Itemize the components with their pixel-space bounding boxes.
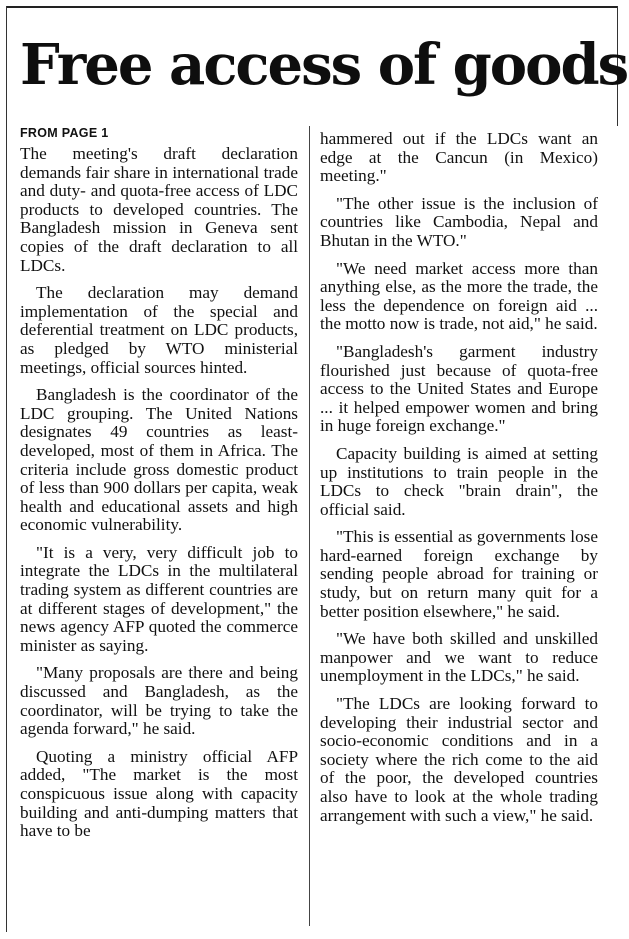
top-rule (6, 6, 617, 8)
article-column-right (320, 130, 598, 930)
paragraph: "We have both skilled and unskilled manpower and we want to reduce unemployment in the LDCs," he said. (320, 629, 598, 686)
paragraph: "Bangladesh's garment industry flourished just because of quota-free access to the United States and Europe ... it helped empower women and bring in huge foreign exchange." (320, 341, 598, 436)
left-rule (6, 6, 7, 932)
kicker: FROM PAGE 1 (20, 126, 109, 140)
paragraph: Quoting a ministry official AFP added, "The market is the most conspicuous issue along with capacity building and anti-dumping matters that have to be (20, 746, 298, 841)
column-divider (309, 126, 310, 926)
paragraph: "The LDCs are looking forward to developing their industrial sector and socio-economic conditions and in a society where the rich come to the aid of the poor, the developed countries also have to look at the whole trading arrangement with such a view," he said. (320, 694, 598, 825)
paragraph: "We need market access more than anything else, as the more the trade, the less the dependence on foreign aid ... the motto now is trade, not aid," he said. (320, 258, 598, 334)
paragraph: Bangladesh is the coordinator of the LDC grouping. The United Nations designates 49 countries as least-developed, most of them in Africa. The criteria include gross domestic product of less than 900 dollars per capita, weak health and educational assets and high economic vulnerability. (20, 385, 298, 535)
paragraph: "It is a very, very difficult job to integrate the LDCs in the multilateral trading system as different countries are at different stages of development," the news agency AFP quoted the commerce minister as saying. (20, 542, 298, 655)
paragraph: "Many proposals are there and being discussed and Bangladesh, as the coordinator, will be trying to take the agenda forward," he said. (20, 663, 298, 739)
paragraph: "The other issue is the inclusion of countries like Cambodia, Nepal and Bhutan in the WTO." (320, 193, 598, 250)
paragraph: Capacity building is aimed at setting up institutions to train people in the LDCs to check "brain drain", the official said. (320, 443, 598, 519)
paragraph: "This is essential as governments lose hard-earned foreign exchange by sending people abroad for training or study, but on return many quit for a better position elsewhere," he said. (320, 527, 598, 621)
article-column-left (20, 126, 298, 926)
headline: Free access of goods (20, 32, 628, 98)
paragraph: The meeting's draft declaration demands fair share in international trade and duty- and quota-free access of LDC products to developed countries. The Bangladesh mission in Geneva sent copies of the draft declaration to all LDCs. (20, 144, 298, 275)
paragraph: hammered out if the LDCs want an edge at the Cancun (in Mexico) meeting." (320, 129, 598, 186)
paragraph: The declaration may demand implementation of the special and deferential treatment on LDC products, as pledged by WTO ministerial meetings, official sources hinted. (20, 283, 298, 377)
